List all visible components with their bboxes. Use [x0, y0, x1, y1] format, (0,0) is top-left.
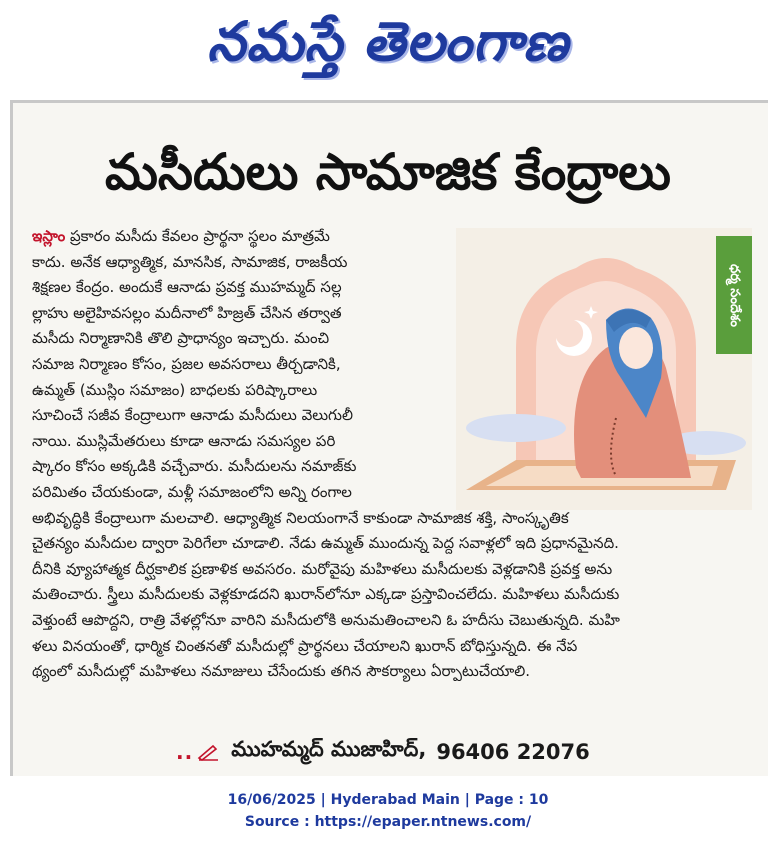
byline-author: ముహమ్మద్ ముజాహిద్, — [231, 737, 427, 761]
byline-phone: 96406 22076 — [436, 740, 590, 764]
byline-dots: .. — [176, 740, 194, 764]
body-line: మసీదు నిర్మాణానికి తొలి ప్రాధాన్యం ఇచ్చారు. మంచి — [32, 329, 330, 348]
pen-icon — [197, 743, 219, 761]
body-line: మతించారు. స్త్రీలు మసీదులకు వెళ్లకూడదని ఖురాన్‌లోనూ ఎక్కడా ప్రస్తావించలేదు. మహిళలు మసీదుకు — [32, 585, 620, 604]
body-line: దీనికి వ్యూహాత్మక దీర్ఘకాలిక ప్రణాళిక అవసరం. మరోవైపు మహిళలు మసీదులకు వెళ్లడానికి ప్రవక్త అను — [32, 559, 613, 578]
body-line: ళలు వినయంతో, ధార్మిక చింతనతో మసీదుల్లో ప్రార్థనలు చేయాలని ఖురాన్ బోధిస్తున్నది. ఈ నేప — [32, 636, 578, 655]
body-line: అభివృద్ధికి కేంద్రాలుగా మలచాలి. ఆధ్యాత్మిక నిలయంగానే కాకుండా సామాజిక శక్తి, సాంస్కృతిక — [32, 508, 569, 527]
footer-source: Source : https://epaper.ntnews.com/ — [244, 814, 532, 830]
byline — [176, 736, 590, 768]
body-line: సూచించే సజీవ కేంద్రాలుగా ఆనాడు మసీదులు వెలుగులీ — [32, 406, 353, 425]
body-line: నాయి. ముస్లిమేతరులు కూడా ఆనాడు సమస్యల పరి — [32, 431, 336, 450]
section-tag: ధర్మ సందేశం — [716, 236, 752, 354]
body-line: వెళ్తుంటే ఆపొద్దని, రాత్రి వేళల్లోనూ వారిని మసీదులోకి అనుమతించాలని ఓ హదీసు చెబుతున్నది. మహి — [32, 610, 620, 629]
body-line: ఇస్లాం ప్రకారం మసీదు కేవలం ప్రార్థనా స్థలం మాత్రమే — [32, 227, 330, 245]
article-body — [32, 224, 620, 685]
body-line: కాదు. అనేక ఆధ్యాత్మిక, మానసిక, సామాజిక, రాజకీయ — [32, 252, 348, 271]
body-line: ష్కారం కోసం అక్కడికి వచ్చేవారు. మసీదులను నమాజ్‌కు — [32, 457, 357, 476]
masthead — [0, 0, 776, 92]
body-line: సమాజ నిర్మాణం కోసం, ప్రజల అవసరాలు తీర్చడానికి, — [32, 354, 341, 373]
lead-word: ఇస్లాం — [32, 227, 66, 245]
body-line: థ్యంలో మసీదుల్లో మహిళలు నమాజులు చేసేందుకు తగిన సౌకర్యాలు ఏర్పాటుచేయాలి. — [32, 662, 531, 681]
body-line: ల్లాహు అలైహివసల్లం మదీనాలో హిజ్రత్ చేసిన తర్వాత — [32, 303, 342, 322]
body-line: చైతన్యం మసీదుల ద్వారా పెరిగేలా చూడాలి. నేడు ఉమ్మత్ ముందున్న పెద్ద సవాళ్లలో ఇది ప్రధానమైనది. — [32, 534, 619, 553]
article-headline: మసీదులు సామాజిక కేంద్రాలు — [105, 142, 671, 201]
body-line: ఉమ్మత్ (ముస్లిం సమాజం) బాధలకు పరిష్కారాలు — [32, 380, 318, 399]
body-line: పరిమితం చేయకుండా, మళ్లీ సమాజంలోని అన్ని రంగాల — [32, 482, 352, 501]
footer-date-edition: 16/06/2025 | Hyderabad Main | Page : 10 — [227, 792, 549, 808]
body-line: శిక్షణల కేంద్రం. అందుకే ఆనాడు ప్రవక్త ముహమ్మద్ సల్ల — [32, 278, 342, 297]
newspaper-logo: నమస్తే తెలంగాణ — [207, 10, 569, 73]
